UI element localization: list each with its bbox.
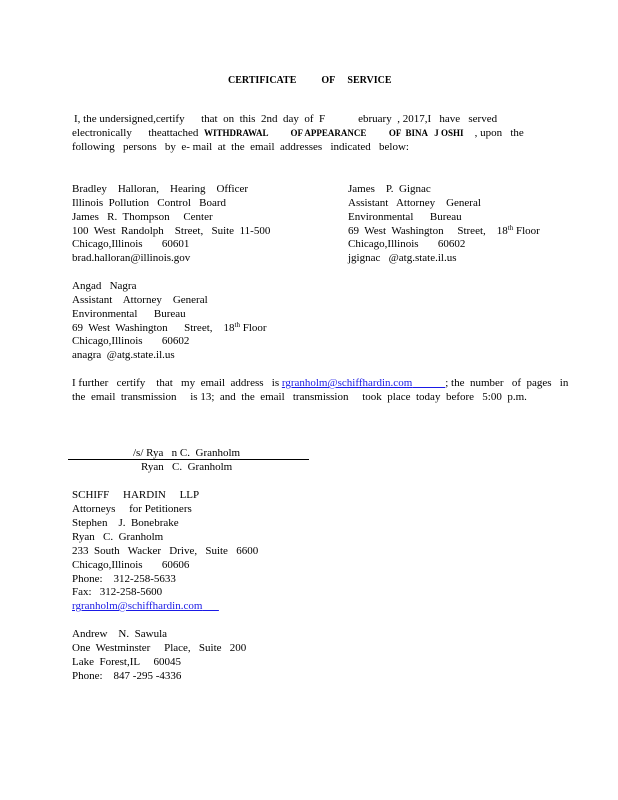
address-line: Assistant Attorney General <box>72 294 208 306</box>
address-line: Chicago,Illinois 60602 <box>72 335 190 347</box>
certify-line-2: the email transmission is 13; and the email transmission took place today before 5:00 p.m. <box>72 391 527 403</box>
address-line: Environmental Bureau <box>348 211 462 223</box>
floor-text: Floor <box>513 225 540 237</box>
document-name: WITHDRAWAL OF APPEARANCE OF BINA J OSHI <box>203 128 464 138</box>
ordinal-suffix: th <box>234 321 240 329</box>
cocounsel-line: Phone: 847 -295 -4336 <box>72 670 182 682</box>
cocounsel-line: One Westminster Place, Suite 200 <box>72 642 247 654</box>
signer-name: Ryan C. Granholm <box>141 461 233 473</box>
address-line <box>348 225 540 238</box>
firm-line: SCHIFF HARDIN LLP <box>72 489 200 501</box>
address-line: Chicago,Illinois 60602 <box>348 238 466 250</box>
address-line: Angad Nagra <box>72 280 137 292</box>
firm-line: Phone: 312-258-5633 <box>72 573 176 585</box>
firm-line: Fax: 312-258-5600 <box>72 586 163 598</box>
certify-text: I further certify that my email address is <box>72 377 282 389</box>
signature-line <box>68 459 309 460</box>
address-line: James P. Gignac <box>348 183 431 195</box>
address-line: James R. Thompson Center <box>72 211 213 223</box>
floor-text: Floor <box>239 322 267 334</box>
certify-text-end: ; the number of pages in <box>445 377 569 389</box>
address-line: Illinois Pollution Control Board <box>72 197 227 209</box>
firm-line: Attorneys for Petitioners <box>72 503 192 515</box>
intro-line-3: following persons by e- mail at the email addresses indicated below: <box>72 141 409 153</box>
email-text: brad.halloran@illinois.gov <box>72 252 191 264</box>
intro-line-2 <box>72 127 524 140</box>
firm-email-row: rgranholm@schiffhardin.com​ <box>72 600 219 612</box>
address-line: Assistant Attorney General <box>348 197 481 209</box>
intro-line-2-start: electronically theattached <box>72 127 199 139</box>
firm-line: 233 South Wacker Drive, Suite 6600 <box>72 545 259 557</box>
certify-email-link[interactable]: rgranholm@schiffhardin.com <box>281 377 413 389</box>
firm-line: Ryan C. Granholm <box>72 531 164 543</box>
cocounsel-line: Andrew N. Sawula <box>72 628 168 640</box>
address-line: Chicago,Illinois 60601 <box>72 238 190 250</box>
email-text: jgignac @atg.state.il.us <box>348 252 457 264</box>
firm-line: Chicago,Illinois 60606 <box>72 559 190 571</box>
street-text: 69 West Washington Street, 18 <box>72 322 235 334</box>
document-title: CERTIFICATE OF SERVICE <box>228 75 392 86</box>
firm-line: Stephen J. Bonebrake <box>72 517 179 529</box>
intro-line-2-end: , upon the <box>474 127 524 139</box>
address-line: Bradley Halloran, Hearing Officer <box>72 183 249 195</box>
intro-line-1: I, the undersigned,certify that on this 2nd day of F ebruary , 2017,I have served <box>74 113 498 125</box>
address-line: Environmental Bureau <box>72 308 186 320</box>
address-line <box>72 322 267 335</box>
address-line: 100 West Randolph Street, Suite 11-500 <box>72 225 271 237</box>
email-text: anagra @atg.state.il.us <box>72 349 175 361</box>
signature: /s/ Rya n C. Granholm <box>133 447 241 459</box>
firm-email-link[interactable]: rgranholm@schiffhardin.com <box>72 600 203 612</box>
certify-line-1: I further certify that my email address is rgranholm@schiffhardin.com​ ; the number of pages in <box>72 377 569 389</box>
ordinal-suffix: th <box>507 224 514 232</box>
cocounsel-line: Lake Forest,IL 60045 <box>72 656 181 668</box>
street-text: 69 West Washington Street, 18 <box>348 225 508 237</box>
